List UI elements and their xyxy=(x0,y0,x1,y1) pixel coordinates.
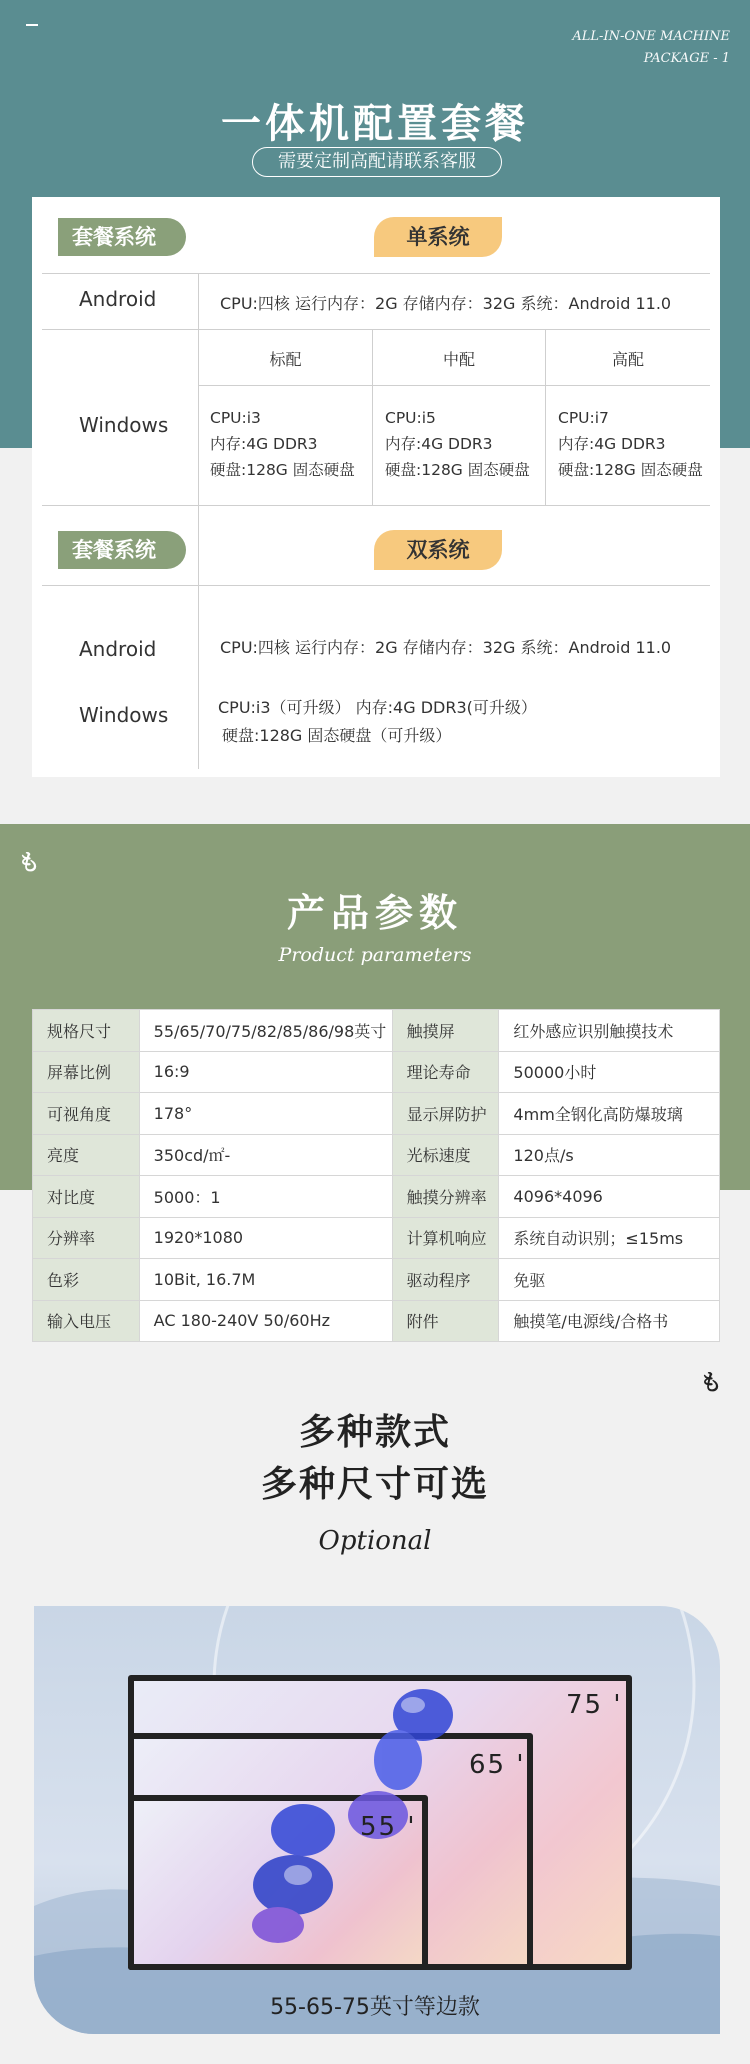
tier-cpu: CPU:i7 xyxy=(558,409,609,427)
param-name-cell: 触摸分辨率 xyxy=(392,1176,499,1218)
param-name-cell: 输入电压 xyxy=(33,1300,140,1342)
table-row xyxy=(33,1134,720,1176)
param-name-cell: 光标速度 xyxy=(392,1134,499,1176)
param-value-cell: 10Bit, 16.7M xyxy=(139,1259,392,1301)
dual-windows-spec-2: 硬盘:128G 固态硬盘（可升级） xyxy=(222,726,452,745)
header-script-text: ALL-IN-ONE MACHINE PACKAGE - 1 xyxy=(572,29,730,66)
param-value-cell: 红外感应识别触摸技术 xyxy=(499,1010,720,1052)
tier-disk: 硬盘:128G 固态硬盘 xyxy=(558,461,703,479)
tier-disk: 硬盘:128G 固态硬盘 xyxy=(210,461,355,479)
tier-cpu: CPU:i3 xyxy=(210,409,261,427)
param-name-cell: 分辨率 xyxy=(33,1217,140,1259)
params-subtitle: Product parameters xyxy=(278,944,472,966)
styles-title-2: 多种尺寸可选 xyxy=(260,1464,489,1505)
param-value-cell: 5000：1 xyxy=(139,1176,392,1218)
param-name-cell: 亮度 xyxy=(33,1134,140,1176)
param-name-cell: 显示屏防护 xyxy=(392,1093,499,1135)
dual-windows-label: Windows xyxy=(79,703,169,727)
params-table xyxy=(32,1009,720,1342)
param-name-cell: 附件 xyxy=(392,1300,499,1342)
dual-windows-spec-1: CPU:i3（可升级） 内存:4G DDR3(可升级） xyxy=(218,698,537,717)
param-value-cell: 4096*4096 xyxy=(499,1176,720,1218)
styles-title-1: 多种款式 xyxy=(298,1412,451,1453)
param-value-cell: 触摸笔/电源线/合格书 xyxy=(499,1300,720,1342)
param-name-cell: 驱动程序 xyxy=(392,1259,499,1301)
package-card xyxy=(32,197,720,777)
param-name-cell: 触摸屏 xyxy=(392,1010,499,1052)
param-value-cell: 350cd/㎡- xyxy=(139,1134,392,1176)
table-row xyxy=(33,1010,720,1052)
tier-standard-label: 标配 xyxy=(269,350,302,369)
single-windows-label: Windows xyxy=(79,413,169,437)
dual-system-pill: 双系统 xyxy=(374,530,502,570)
table-row xyxy=(33,1259,720,1301)
single-android-spec: CPU:四核 运行内存：2G 存储内存：32G 系统：Android 11.0 xyxy=(220,294,672,313)
table-row xyxy=(33,1176,720,1218)
param-value-cell: 55/65/70/75/82/85/86/98英寸 xyxy=(139,1010,392,1052)
leaf-icon: も xyxy=(700,1371,723,1396)
page-title: 一体机配置套餐 xyxy=(221,101,529,147)
dash-mark xyxy=(26,24,38,26)
param-name-cell: 理论寿命 xyxy=(392,1051,499,1093)
tier-ram: 内存:4G DDR3 xyxy=(558,435,666,453)
param-value-cell: 1920*1080 xyxy=(139,1217,392,1259)
tier-ram: 内存:4G DDR3 xyxy=(210,435,318,453)
param-name-cell: 对比度 xyxy=(33,1176,140,1218)
size-label-75: 75 ' xyxy=(566,1690,623,1720)
tier-mid-label: 中配 xyxy=(442,350,475,369)
dual-android-label: Android xyxy=(79,637,157,661)
tier-ram: 内存:4G DDR3 xyxy=(385,435,493,453)
package-system-tag: 套餐系统 xyxy=(58,218,186,256)
tier-cpu: CPU:i5 xyxy=(385,409,436,427)
dual-android-spec: CPU:四核 运行内存：2G 存储内存：32G 系统：Android 11.0 xyxy=(220,638,672,657)
tier-high-config xyxy=(558,405,703,483)
single-android-label: Android xyxy=(79,287,157,311)
table-row xyxy=(33,1093,720,1135)
param-value-cell: AC 180-240V 50/60Hz xyxy=(139,1300,392,1342)
table-row xyxy=(33,1051,720,1093)
tier-high-label: 高配 xyxy=(611,350,644,369)
param-value-cell: 系统自动识别；≤15ms xyxy=(499,1217,720,1259)
param-name-cell: 可视角度 xyxy=(33,1093,140,1135)
contact-service-pill: 需要定制高配请联系客服 xyxy=(252,147,502,177)
tier-standard-config xyxy=(210,405,355,483)
param-value-cell: 178° xyxy=(139,1093,392,1135)
param-name-cell: 色彩 xyxy=(33,1259,140,1301)
param-name-cell: 规格尺寸 xyxy=(33,1010,140,1052)
package-system-tag: 套餐系统 xyxy=(58,531,186,569)
param-value-cell: 50000小时 xyxy=(499,1051,720,1093)
styles-subtitle: Optional xyxy=(318,1526,432,1556)
param-value-cell: 16:9 xyxy=(139,1051,392,1093)
size-label-65: 65 ' xyxy=(469,1750,526,1780)
tier-mid-config xyxy=(385,405,530,483)
params-title: 产品参数 xyxy=(286,891,463,935)
param-value-cell: 4mm全钢化高防爆玻璃 xyxy=(499,1093,720,1135)
single-system-pill: 单系统 xyxy=(374,217,502,257)
param-name-cell: 屏幕比例 xyxy=(33,1051,140,1093)
showcase-caption: 55-65-75英寸等边款 xyxy=(270,1995,480,2020)
table-row xyxy=(33,1300,720,1342)
leaf-icon: も xyxy=(18,851,41,876)
param-value-cell: 免驱 xyxy=(499,1259,720,1301)
param-value-cell: 120点/s xyxy=(499,1134,720,1176)
table-row xyxy=(33,1217,720,1259)
tier-disk: 硬盘:128G 固态硬盘 xyxy=(385,461,530,479)
param-name-cell: 计算机响应 xyxy=(392,1217,499,1259)
size-label-55: 55 ' xyxy=(360,1812,417,1842)
